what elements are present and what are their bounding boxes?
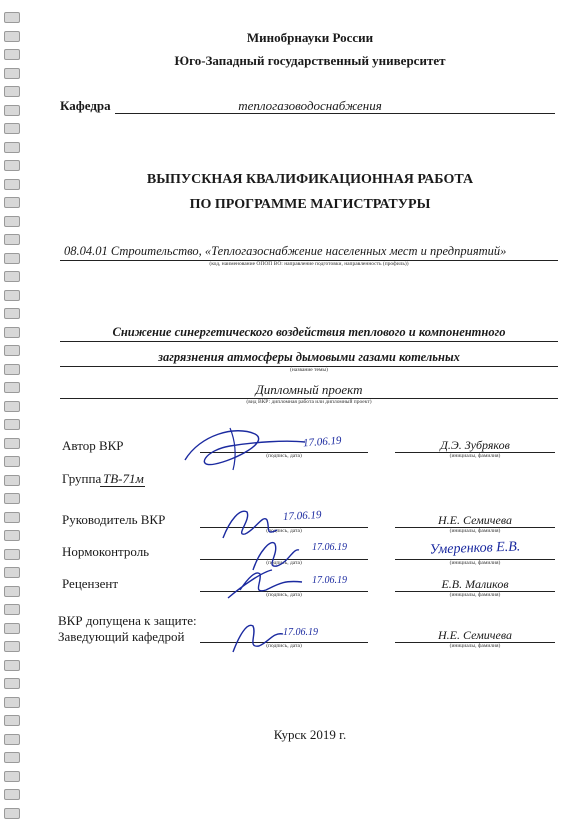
- author-name: Д.Э. Зубряков: [440, 438, 510, 452]
- head-sign-date: 17.06.19: [283, 627, 318, 638]
- binding-ring: [4, 604, 20, 615]
- supervisor-name-caption: (инициалы, фамилия): [449, 528, 501, 534]
- normcontrol-label: Нормоконтроль: [62, 544, 150, 559]
- binding-ring: [4, 567, 20, 578]
- topic-caption: (название темы): [290, 367, 328, 373]
- ministry-name: Минобрнауки России: [246, 30, 374, 45]
- binding-ring: [4, 586, 20, 597]
- binding-ring: [4, 419, 20, 430]
- binding-ring: [4, 752, 20, 763]
- admission-label: ВКР допущена к защите:: [58, 613, 197, 628]
- supervisor-sign-date: 17.06.19: [282, 509, 322, 523]
- author-sign-caption: (подпись, дата): [266, 453, 302, 459]
- binding-ring: [4, 530, 20, 541]
- binding-ring: [4, 641, 20, 652]
- binding-ring: [4, 475, 20, 486]
- author-signature: [175, 420, 315, 475]
- binding-ring: [4, 697, 20, 708]
- binding-ring: [4, 68, 20, 79]
- binding-ring: [4, 234, 20, 245]
- author-label: Автор ВКР: [62, 438, 124, 453]
- head-sign-caption: (подпись, дата): [266, 643, 302, 649]
- head-name-caption: (инициалы, фамилия): [449, 643, 501, 649]
- supervisor-name: Н.Е. Семичева: [438, 513, 512, 527]
- head-of-department-label: Заведующий кафедрой: [58, 629, 185, 644]
- binding-ring: [4, 364, 20, 375]
- reviewer-name: Е.В. Маликов: [441, 577, 509, 591]
- city-year: Курск 2019 г.: [273, 727, 347, 742]
- binding-ring: [4, 771, 20, 782]
- binding-ring: [4, 86, 20, 97]
- supervisor-label: Руководитель ВКР: [62, 512, 166, 527]
- binding-ring: [4, 31, 20, 42]
- reviewer-label: Рецензент: [62, 576, 119, 591]
- binding-ring: [4, 438, 20, 449]
- topic-line1: Снижение синергетического воздействия теплового и компонентного: [112, 325, 506, 339]
- spiral-binding: [0, 0, 22, 819]
- reviewer-signature: [222, 560, 307, 605]
- work-title-line2: ПО ПРОГРАММЕ МАГИСТРАТУРЫ: [189, 197, 431, 212]
- binding-ring: [4, 660, 20, 671]
- binding-ring: [4, 271, 20, 282]
- binding-ring: [4, 49, 20, 60]
- binding-ring: [4, 197, 20, 208]
- topic-underline-1: [60, 341, 558, 342]
- binding-ring: [4, 715, 20, 726]
- binding-ring: [4, 327, 20, 338]
- normcontrol-name-caption: (инициалы, фамилия): [449, 560, 501, 566]
- binding-ring: [4, 623, 20, 634]
- binding-ring: [4, 216, 20, 227]
- binding-ring: [4, 253, 20, 264]
- binding-ring: [4, 789, 20, 800]
- supervisor-sign-caption: (подпись, дата): [266, 528, 302, 534]
- department-label: Кафедра: [60, 98, 111, 113]
- binding-ring: [4, 734, 20, 745]
- binding-ring: [4, 290, 20, 301]
- binding-ring: [4, 512, 20, 523]
- binding-ring: [4, 808, 20, 819]
- binding-ring: [4, 382, 20, 393]
- work-type-value: Дипломный проект: [255, 382, 363, 397]
- work-type-caption: (вид ВКР: дипломная работа или дипломный проект): [246, 399, 372, 405]
- program-caption: (код, наименование ОПОП ВО: направление подготовки, направленность (профиль)): [209, 261, 409, 267]
- author-sign-date: 17.06.19: [302, 434, 342, 450]
- university-name: Юго-Западный государственный университет: [174, 53, 446, 68]
- author-name-caption: (инициалы, фамилия): [449, 453, 501, 459]
- group-underline: [100, 486, 145, 487]
- reviewer-name-caption: (инициалы, фамилия): [449, 592, 501, 598]
- reviewer-sign-date: 17.06.19: [312, 575, 347, 586]
- binding-ring: [4, 105, 20, 116]
- binding-ring: [4, 142, 20, 153]
- normcontrol-sign-date: 17.06.19: [312, 542, 347, 553]
- normcontrol-name: Умеренков Е.В.: [429, 539, 521, 558]
- reviewer-sign-caption: (подпись, дата): [266, 592, 302, 598]
- binding-ring: [4, 123, 20, 134]
- head-name: Н.Е. Семичева: [438, 628, 512, 642]
- topic-line2: загрязнения атмосферы дымовыми газами котельных: [158, 350, 460, 364]
- binding-ring: [4, 308, 20, 319]
- binding-ring: [4, 179, 20, 190]
- binding-ring: [4, 678, 20, 689]
- group-label: Группа: [62, 471, 102, 486]
- binding-ring: [4, 12, 20, 23]
- binding-ring: [4, 493, 20, 504]
- work-title-line1: ВЫПУСКНАЯ КВАЛИФИКАЦИОННАЯ РАБОТА: [146, 172, 474, 187]
- department-value: теплогазоводоснабжения: [238, 98, 382, 113]
- head-signature: [225, 612, 290, 657]
- normcontrol-sign-caption: (подпись, дата): [266, 560, 302, 566]
- group-value: ТВ-71м: [103, 471, 144, 486]
- binding-ring: [4, 456, 20, 467]
- binding-ring: [4, 345, 20, 356]
- binding-ring: [4, 549, 20, 560]
- program-value: 08.04.01 Строительство, «Теплогазоснабжение населенных мест и предприятий»: [64, 244, 507, 258]
- binding-ring: [4, 160, 20, 171]
- binding-ring: [4, 401, 20, 412]
